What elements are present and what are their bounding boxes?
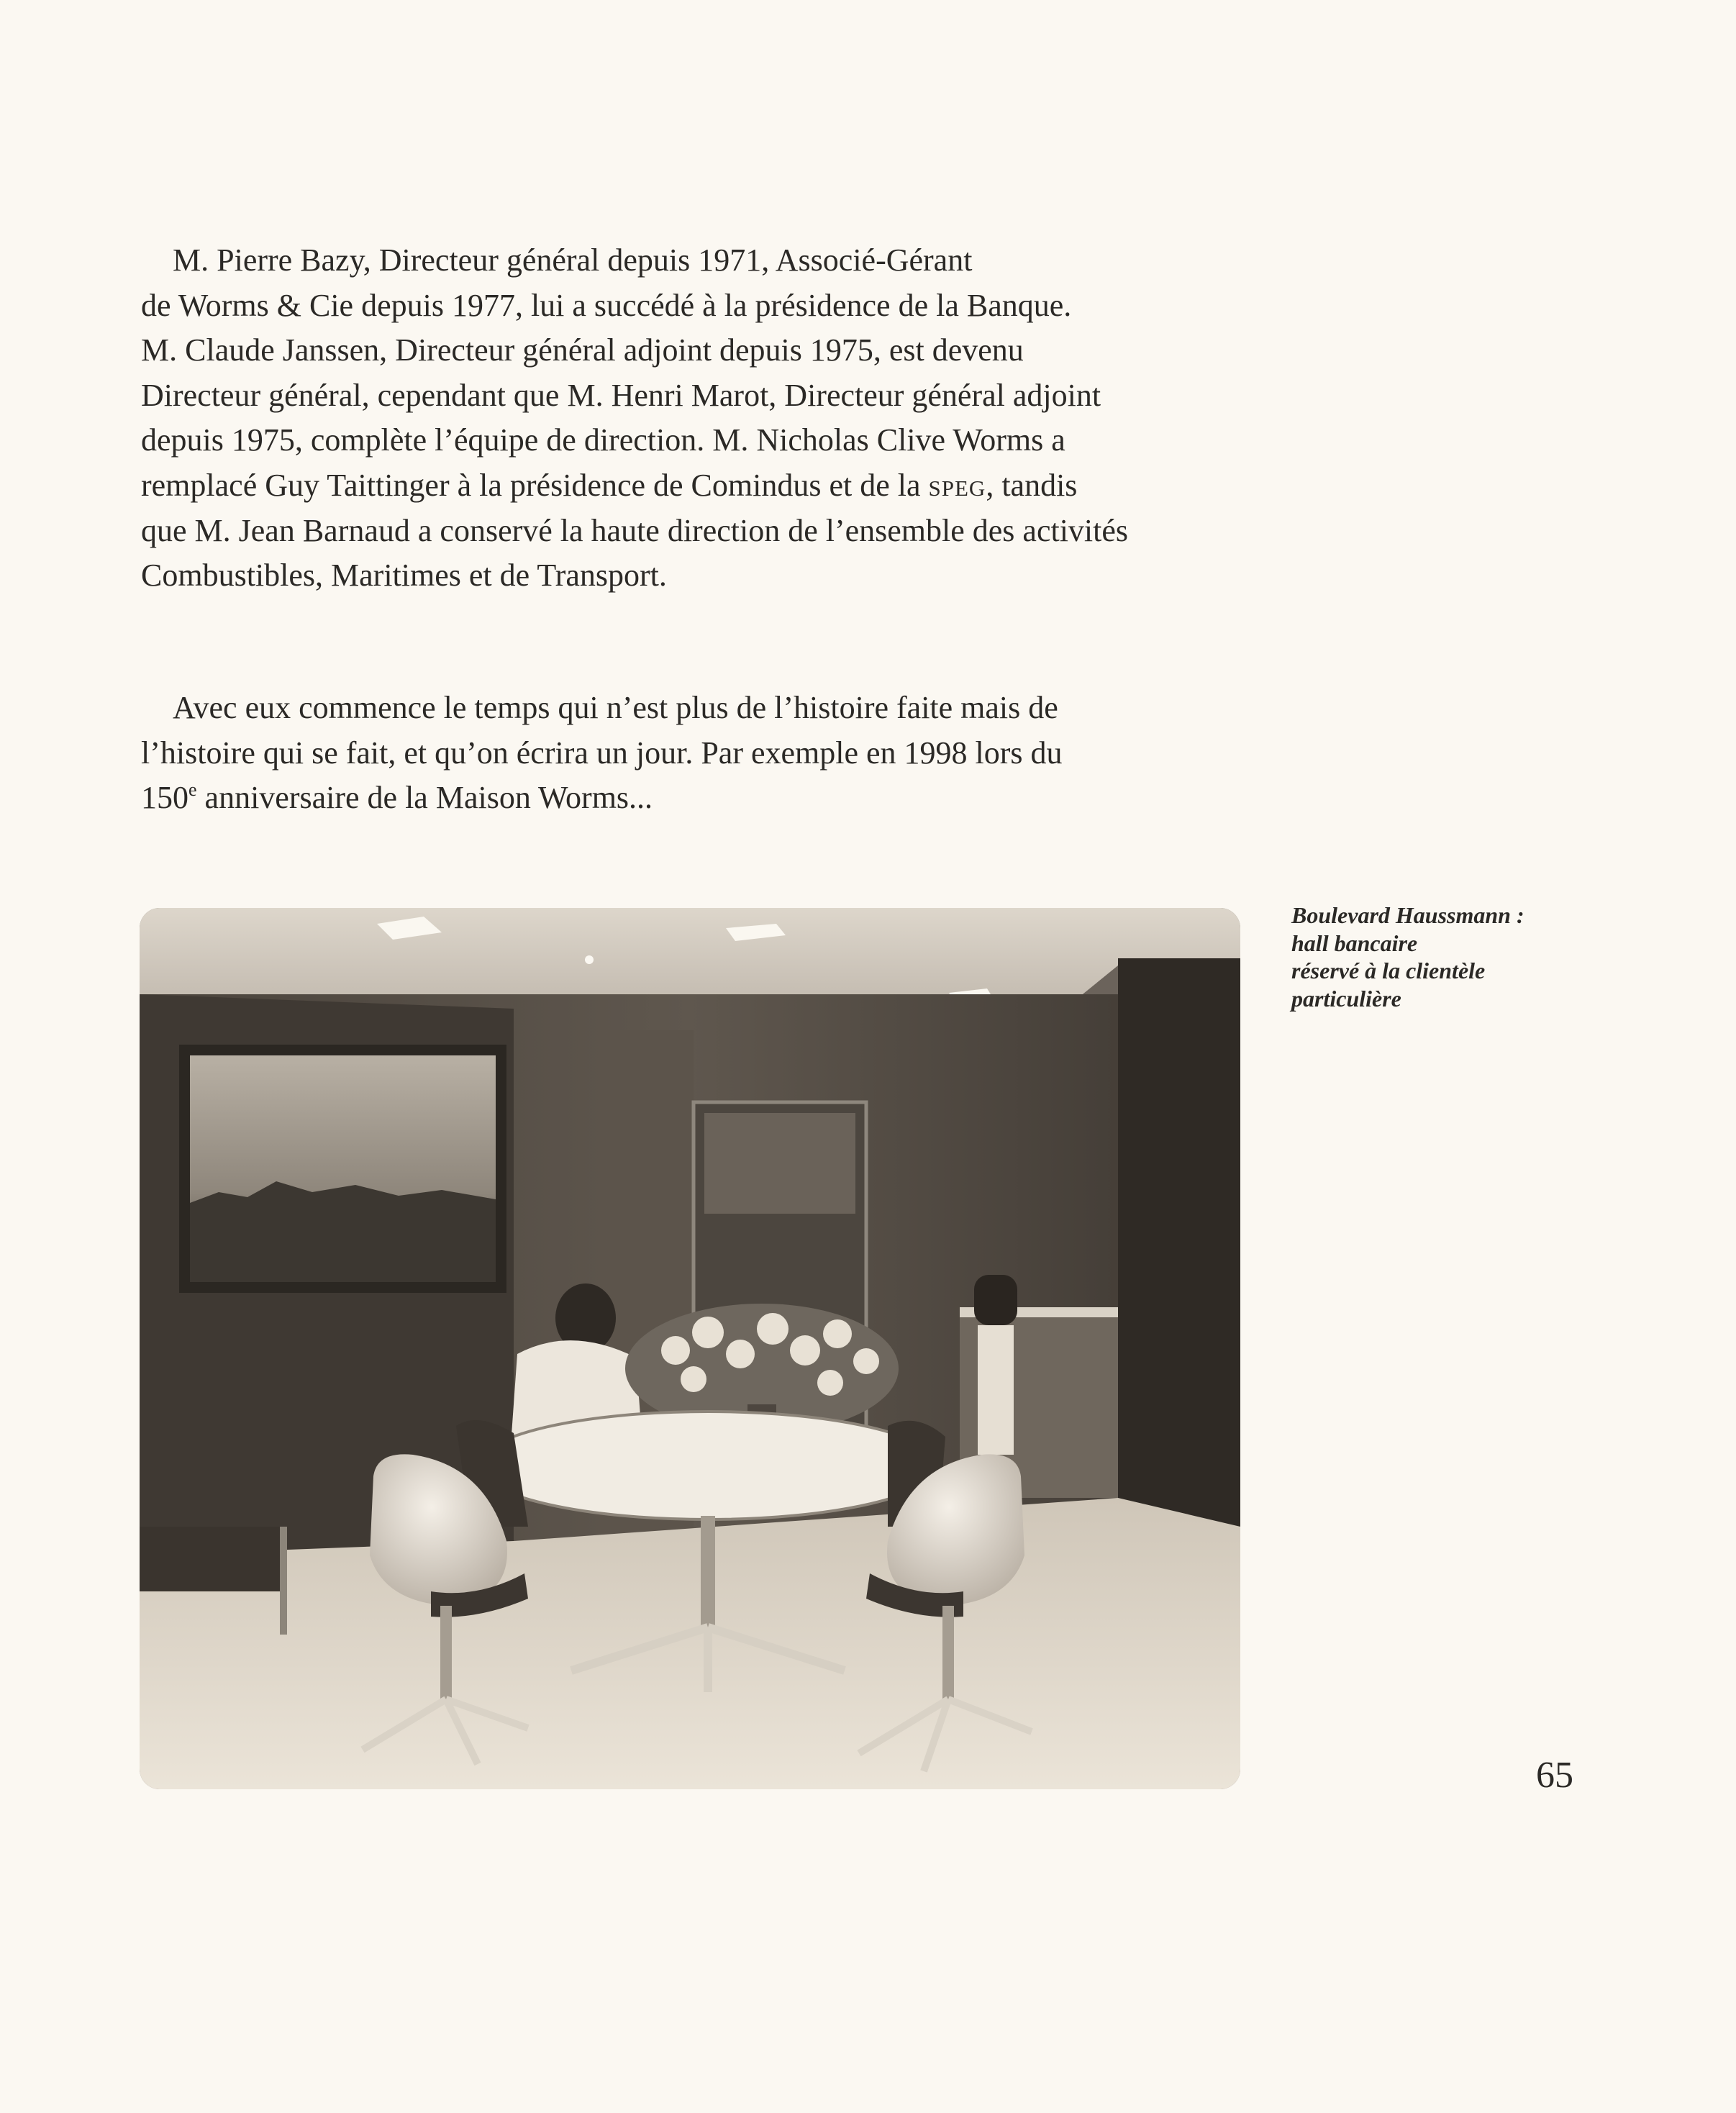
- acronym: speg: [928, 467, 986, 503]
- text-line: l’histoire qui se fait, et qu’on écrira un jour. Par exemple en 1998 lors du: [141, 735, 1063, 771]
- bank-hall-photo: [140, 908, 1240, 1789]
- paragraph-2: [141, 686, 1263, 821]
- text-line: Avec eux commence le temps qui n’est plus de l’histoire faite mais de: [173, 690, 1058, 725]
- photo-illustration: [140, 908, 1240, 1789]
- caption-line: réservé à la clientèle: [1291, 958, 1486, 983]
- text-line: [141, 463, 1263, 509]
- ceiling-spot: [585, 955, 594, 964]
- chair-stem: [440, 1606, 452, 1699]
- text-segment: , tandis: [986, 467, 1078, 503]
- side-table: [140, 1527, 287, 1591]
- text-segment: anniversaire de la Maison Worms...: [196, 780, 653, 816]
- superscript: e: [188, 778, 197, 800]
- elevator-panel: [704, 1113, 855, 1214]
- photo-caption: [1291, 901, 1594, 1012]
- caption-line: particulière: [1291, 985, 1401, 1012]
- caption-line: hall bancaire: [1291, 930, 1418, 956]
- text-line: de Worms & Cie depuis 1977, lui a succédé à la présidence de la Banque.: [141, 287, 1072, 323]
- caption-line: Boulevard Haussmann :: [1291, 902, 1524, 928]
- person-standing: [974, 1275, 1017, 1325]
- side-table-leg: [280, 1527, 287, 1635]
- painting-landscape: [190, 1181, 496, 1282]
- text-segment: remplacé Guy Taittinger à la présidence de Comindus et de la: [141, 467, 929, 503]
- text-line: M. Pierre Bazy, Directeur général depuis 1971, Associé-Gérant: [173, 242, 973, 278]
- text-line: depuis 1975, complète l’équipe de direction. M. Nicholas Clive Worms a: [141, 422, 1065, 458]
- text-line: Directeur général, cependant que M. Henri Marot, Directeur général adjoint: [141, 377, 1101, 413]
- text-segment: 150: [141, 780, 188, 816]
- text-line: [141, 776, 1263, 821]
- text-line: Combustibles, Maritimes et de Transport.: [141, 558, 667, 594]
- page-number: 65: [1536, 1755, 1573, 1796]
- text-line: que M. Jean Barnaud a conservé la haute direction de l’ensemble des activités: [141, 512, 1129, 548]
- round-table: [478, 1412, 938, 1519]
- person-standing-legs: [978, 1325, 1014, 1455]
- chair-stem: [942, 1606, 954, 1699]
- paragraph-1: [141, 238, 1263, 599]
- table-stem: [701, 1516, 715, 1631]
- text-line: M. Claude Janssen, Directeur général adjoint depuis 1975, est devenu: [141, 332, 1024, 368]
